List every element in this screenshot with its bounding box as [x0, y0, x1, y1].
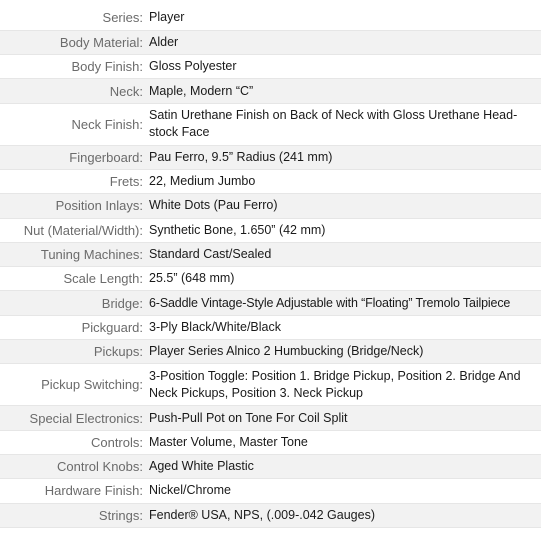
spec-row-tuning-machines: [0, 242, 541, 266]
spec-value: Pau Ferro, 9.5” Radius (241 mm): [148, 145, 541, 169]
spec-row-body-finish: [0, 55, 541, 79]
spec-label: Hardware Finish:: [0, 479, 148, 503]
spec-label: Bridge:: [0, 291, 148, 315]
spec-value: White Dots (Pau Ferro): [148, 194, 541, 218]
spec-value: 3-Position Toggle: Position 1. Bridge Pickup, Position 2. Bridge And Neck Pickups, Position 3. Neck Pickup: [148, 364, 541, 406]
spec-label: Position Inlays:: [0, 194, 148, 218]
spec-label: Neck Finish:: [0, 103, 148, 145]
spec-label: Tuning Machines:: [0, 242, 148, 266]
spec-value: Master Volume, Master Tone: [148, 430, 541, 454]
spec-row-pickguard: [0, 315, 541, 339]
spec-label: Controls:: [0, 430, 148, 454]
spec-value: Maple, Modern “C”: [148, 79, 541, 103]
spec-label: Control Knobs:: [0, 454, 148, 478]
spec-value: 3-Ply Black/White/Black: [148, 315, 541, 339]
spec-label: Strings:: [0, 503, 148, 527]
spec-label: Body Finish:: [0, 55, 148, 79]
spec-label: Nut (Material/Width):: [0, 218, 148, 242]
spec-row-scale-length: [0, 267, 541, 291]
spec-row-neck: [0, 79, 541, 103]
spec-row-position-inlays: [0, 194, 541, 218]
spec-value: 6-Saddle Vintage-Style Adjustable with “Floating” Tremolo Tailpiece: [148, 291, 541, 315]
spec-value: Nickel/Chrome: [148, 479, 541, 503]
spec-row-nut: [0, 218, 541, 242]
spec-row-bridge: [0, 291, 541, 315]
spec-value: Standard Cast/Sealed: [148, 242, 541, 266]
spec-value: Push-Pull Pot on Tone For Coil Split: [148, 406, 541, 430]
spec-value: Gloss Polyester: [148, 55, 541, 79]
spec-value: Player Series Alnico 2 Humbucking (Bridge/Neck): [148, 340, 541, 364]
spec-row-pickups: [0, 340, 541, 364]
spec-label: Special Electronics:: [0, 406, 148, 430]
spec-value: 22, Medium Jumbo: [148, 169, 541, 193]
spec-row-body-material: [0, 30, 541, 54]
spec-row-hardware-finish: [0, 479, 541, 503]
spec-label: Pickup Switching:: [0, 364, 148, 406]
spec-row-control-knobs: [0, 454, 541, 478]
spec-row-neck-finish: [0, 103, 541, 145]
spec-value: Satin Urethane Finish on Back of Neck with Gloss Urethane Head-stock Face: [148, 103, 541, 145]
spec-row-controls: [0, 430, 541, 454]
spec-value: Synthetic Bone, 1.650” (42 mm): [148, 218, 541, 242]
spec-label: Neck:: [0, 79, 148, 103]
spec-row-frets: [0, 169, 541, 193]
spec-label: Body Material:: [0, 30, 148, 54]
spec-row-strings: [0, 503, 541, 527]
spec-table: [0, 6, 541, 528]
spec-row-pickup-switching: [0, 364, 541, 406]
spec-label: Series:: [0, 6, 148, 30]
spec-value: Player: [148, 6, 541, 30]
spec-row-series: [0, 6, 541, 30]
spec-label: Pickups:: [0, 340, 148, 364]
spec-value: Aged White Plastic: [148, 454, 541, 478]
spec-label: Fingerboard:: [0, 145, 148, 169]
spec-value: 25.5” (648 mm): [148, 267, 541, 291]
spec-value: Fender® USA, NPS, (.009-.042 Gauges): [148, 503, 541, 527]
spec-row-special-electronics: [0, 406, 541, 430]
spec-label: Scale Length:: [0, 267, 148, 291]
spec-row-fingerboard: [0, 145, 541, 169]
spec-label: Pickguard:: [0, 315, 148, 339]
spec-value: Alder: [148, 30, 541, 54]
spec-label: Frets:: [0, 169, 148, 193]
